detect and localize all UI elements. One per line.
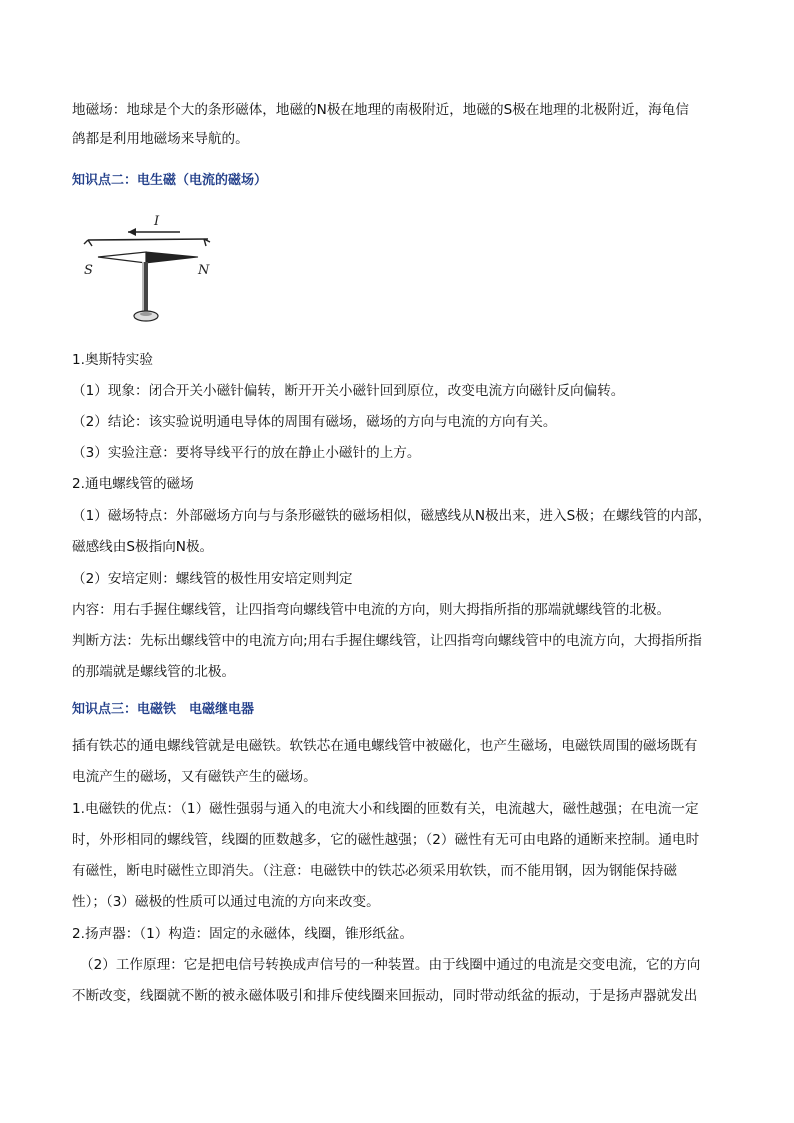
oersted-conclusion: （2）结论：该实验说明通电导体的周围有磁场，磁场的方向与电流的方向有关。: [72, 414, 557, 430]
electromagnet-advantages-line1: 1.电磁铁的优点：（1）磁性强弱与通入的电流大小和线圈的匝数有关，电流越大，磁性越强；在电流一定: [72, 801, 699, 817]
electromagnet-intro-line2: 电流产生的磁场，又有磁铁产生的磁场。: [72, 769, 317, 785]
speaker-principle-line1: （2）工作原理：它是把电信号转换成声信号的一种装置。由于线圈中通过的电流是交变电流，它的方向: [80, 957, 701, 973]
ampere-rule-content: 内容：用右手握住螺线管，让四指弯向螺线管中电流的方向，则大拇指所指的那端就螺线管的北极。: [72, 602, 671, 618]
solenoid-feature-line1: （1）磁场特点：外部磁场方向与与条形磁铁的磁场相似，磁感线从N极出来，进入S极；在螺线管的内部，: [72, 508, 712, 524]
oersted-experiment-figure: [80, 208, 220, 330]
electromagnet-advantages-line3: 有磁性，断电时磁性立即消失。（注意：电磁铁中的铁芯必须采用软铁，而不能用钢，因为钢能保持磁: [72, 863, 677, 879]
section-heading-3: 知识点三：电磁铁 电磁继电器: [72, 702, 255, 717]
oersted-notes: （3）实验注意：要将导线平行的放在静止小磁针的上方。: [72, 445, 421, 461]
oersted-title: 1.奥斯特实验: [72, 352, 153, 368]
paragraph-geomagnetism-line2: 鸽都是利用地磁场来导航的。: [72, 131, 249, 147]
oersted-phenomenon: （1）现象：闭合开关小磁针偏转，断开开关小磁针回到原位，改变电流方向磁针反向偏转。: [72, 383, 625, 399]
electromagnet-advantages-line4: 性）；（3）磁极的性质可以通过电流的方向来改变。: [72, 894, 380, 910]
section-heading-2: 知识点二：电生磁（电流的磁场）: [72, 173, 268, 188]
current-label: I: [154, 214, 160, 229]
ampere-rule-method-line2: 的那端就是螺线管的北极。: [72, 664, 236, 680]
ampere-rule: （2）安培定则：螺线管的极性用安培定则判定: [72, 571, 353, 587]
speaker-principle-line2: 不断改变，线圈就不断的被永磁体吸引和排斥使线圈来回振动，同时带动纸盆的振动，于是扬声器就发出: [72, 988, 698, 1004]
electromagnet-advantages-line2: 时，外形相同的螺线管，线圈的匝数越多，它的磁性越强；（2）磁性有无可由电路的通断来控制。通电时: [72, 832, 700, 848]
speaker-structure: 2.扬声器：（1）构造：固定的永磁体，线圈，锥形纸盆。: [72, 926, 414, 942]
solenoid-title: 2.通电螺线管的磁场: [72, 476, 194, 492]
north-pole-label: N: [198, 263, 210, 278]
paragraph-geomagnetism-line1: 地磁场：地球是个大的条形磁体，地磁的N极在地理的南极附近，地磁的S极在地理的北极附近，海龟信: [72, 102, 689, 118]
south-pole-label: S: [84, 263, 93, 278]
solenoid-feature-line2: 磁感线由S极指向N极。: [72, 539, 214, 555]
electromagnet-intro-line1: 插有铁芯的通电螺线管就是电磁铁。软铁芯在通电螺线管中被磁化，也产生磁场，电磁铁周围的磁场既有: [72, 738, 698, 754]
ampere-rule-method-line1: 判断方法：先标出螺线管中的电流方向;用右手握住螺线管，让四指弯向螺线管中的电流方向，大拇指所指: [72, 633, 702, 649]
